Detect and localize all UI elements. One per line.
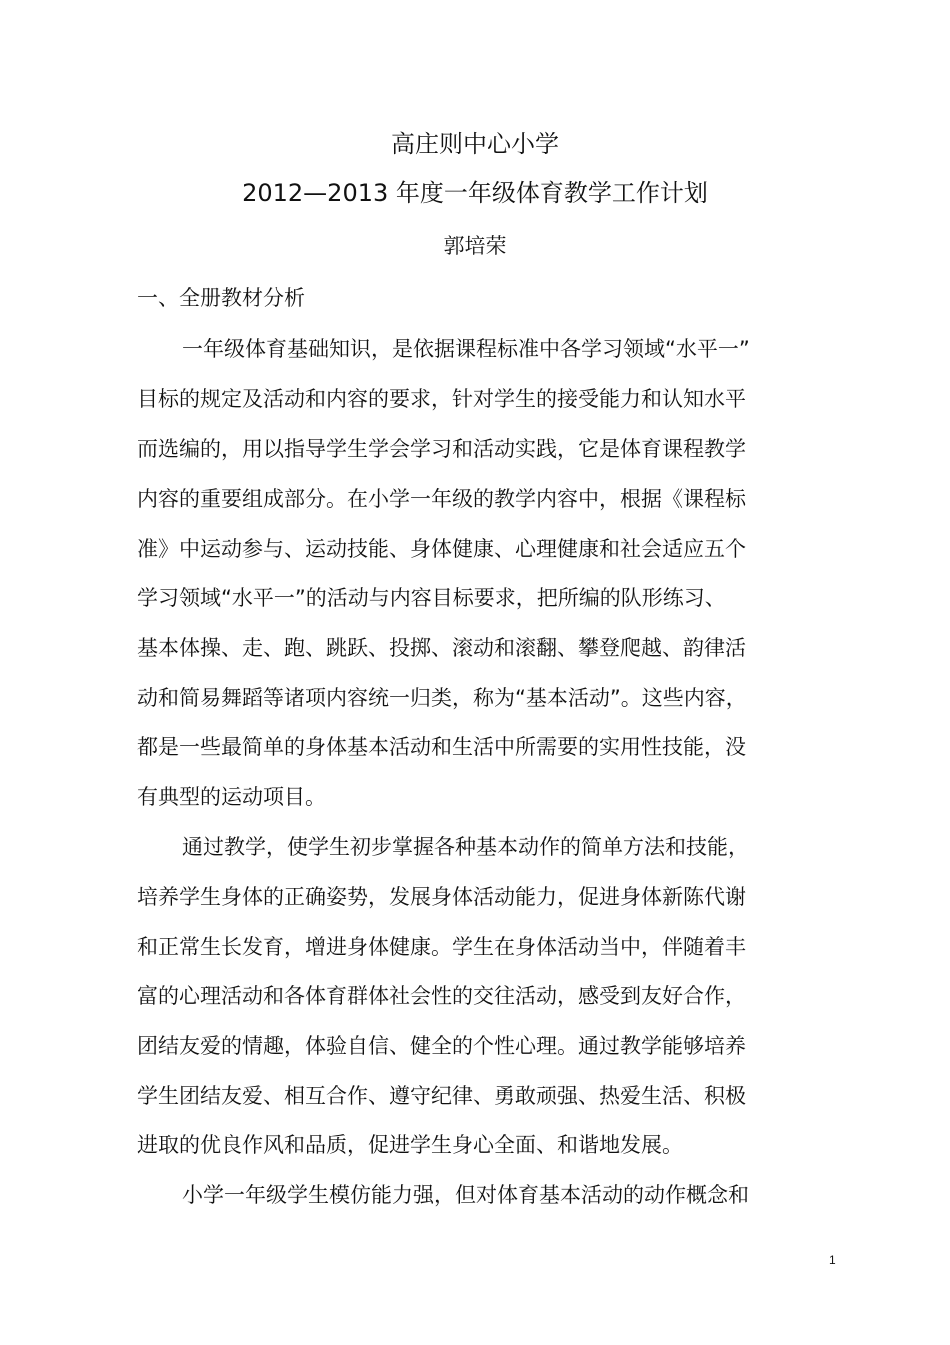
paragraph-line: 而选编的，用以指导学生学会学习和活动实践，它是体育课程教学 (137, 437, 746, 461)
paragraph-line: 准》中运动参与、运动技能、身体健康、心理健康和社会适应五个 (137, 537, 746, 561)
paragraph-line: 和正常生长发育，增进身体健康。学生在身体活动当中，伴随着丰 (137, 935, 746, 959)
paragraph-line: 内容的重要组成部分。在小学一年级的教学内容中，根据《课程标 (137, 487, 746, 511)
school-title: 高庄则中心小学 (391, 130, 559, 158)
page-number: 1 (829, 1253, 836, 1267)
paragraph-line: 学生团结友爱、相互合作、遵守纪律、勇敢顽强、热爱生活、积极 (137, 1084, 746, 1108)
paragraph-line: 学习领域“水平一”的活动与内容目标要求，把所编的队形练习、 (137, 586, 726, 610)
paragraph-line: 培养学生身体的正确姿势，发展身体活动能力，促进身体新陈代谢 (137, 885, 746, 909)
plan-title: 2012—2013 年度一年级体育教学工作计划 (242, 179, 708, 207)
paragraph-line: 团结友爱的情趣，体验自信、健全的个性心理。通过教学能够培养 (137, 1034, 746, 1058)
paragraph-line: 一年级体育基础知识，是依据课程标准中各学习领域“水平一” (182, 337, 750, 361)
paragraph-line: 动和简易舞蹈等诸项内容统一归类，称为“基本活动”。这些内容， (137, 686, 747, 710)
paragraph-line: 基本体操、走、跑、跳跃、投掷、滚动和滚翻、攀登爬越、韵律活 (137, 636, 746, 660)
paragraph-line: 进取的优良作风和品质，促进学生身心全面、和谐地发展。 (137, 1133, 683, 1157)
section-heading: 一、全册教材分析 (137, 286, 305, 310)
author-name: 郭培荣 (443, 234, 507, 258)
paragraph-line: 富的心理活动和各体育群体社会性的交往活动，感受到友好合作， (137, 984, 746, 1008)
paragraph-line: 目标的规定及活动和内容的要求，针对学生的接受能力和认知水平 (137, 387, 746, 411)
paragraph-line: 通过教学，使学生初步掌握各种基本动作的简单方法和技能， (182, 835, 749, 859)
paragraph-line: 有典型的运动项目。 (137, 785, 326, 809)
paragraph-line: 小学一年级学生模仿能力强，但对体育基本活动的动作概念和 (182, 1183, 749, 1207)
paragraph-line: 都是一些最简单的身体基本活动和生活中所需要的实用性技能，没 (137, 735, 746, 759)
